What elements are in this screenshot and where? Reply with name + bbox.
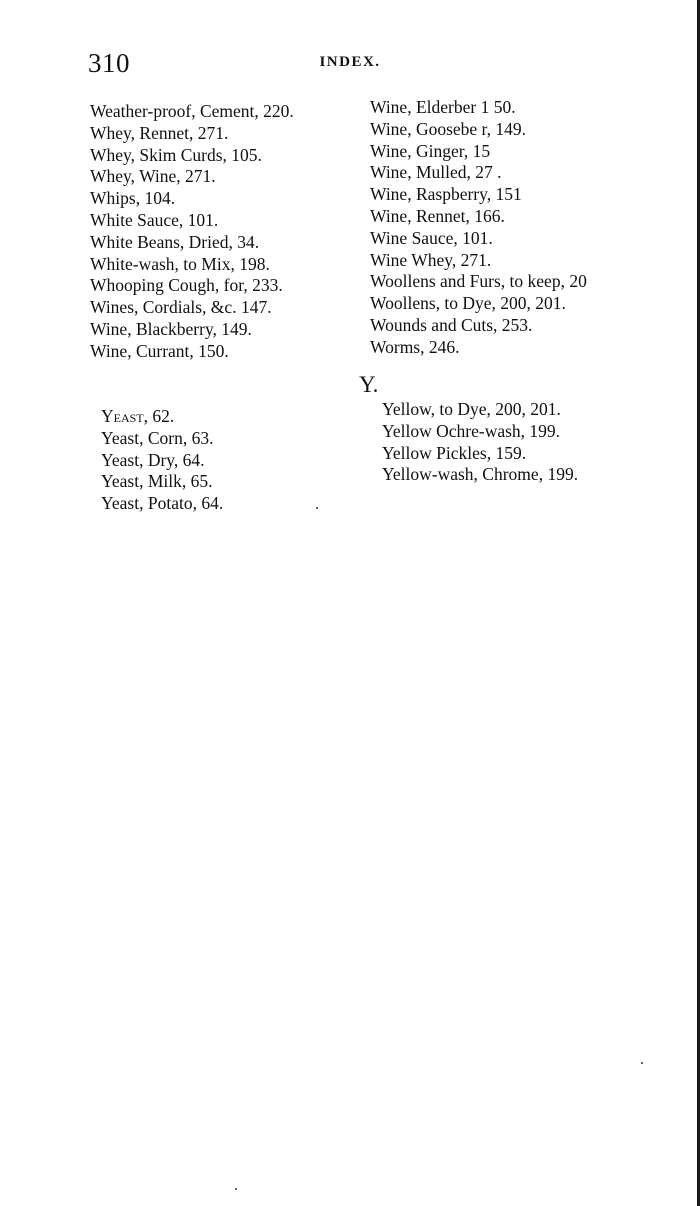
print-speck [235, 1188, 237, 1190]
index-entry: Wine, Blackberry, 149. [90, 318, 252, 339]
print-speck [316, 507, 318, 509]
index-entry: Whips, 104. [90, 188, 176, 209]
index-entry: Yellow-wash, Chrome, 199. [382, 464, 579, 485]
right-column-w-entries [370, 97, 587, 359]
index-entry: Wine, Rennet, 166. [370, 205, 505, 226]
index-entry: Yeast, Potato, 64. [101, 493, 224, 514]
index-entry: White Sauce, 101. [90, 209, 219, 230]
index-entry: Wine Whey, 271. [370, 249, 492, 270]
index-entry: Wounds and Cuts, 253. [370, 314, 533, 335]
index-entry: Wine, Mulled, 27 . [370, 162, 502, 183]
index-entry: Woollens and Furs, to keep, 20 [370, 271, 587, 292]
index-entry: Wine, Goosebe r, 149. [370, 118, 527, 139]
index-entry: Yellow Pickles, 159. [382, 442, 527, 463]
left-column-w-entries [90, 101, 294, 363]
index-entry: Yeast, Dry, 64. [101, 449, 205, 470]
index-entry: Woollens, to Dye, 200, 201. [370, 293, 566, 314]
index-entry: White Beans, Dried, 34. [90, 231, 260, 252]
section-letter-y: Y. [359, 372, 379, 397]
index-entry: Yeast, Milk, 65. [101, 471, 213, 492]
print-speck [641, 1062, 643, 1064]
index-entry: Wine Sauce, 101. [370, 227, 493, 248]
index-entry: Yellow, to Dye, 200, 201. [382, 399, 561, 419]
right-column-y-entries [382, 399, 578, 486]
left-column-yeast-entries [101, 406, 223, 515]
page-number: 310 [88, 48, 130, 78]
index-entry: Weather-proof, Cement, 220. [90, 101, 294, 121]
index-entry: White-wash, to Mix, 198. [90, 253, 270, 274]
index-entry: Wine, Currant, 150. [90, 340, 229, 361]
running-head: INDEX. [319, 54, 381, 70]
index-entry-yeast-heading: Yeast, 62. [101, 406, 175, 426]
index-entry: Wine, Ginger, 15 [370, 140, 491, 161]
index-entry: Whooping Cough, for, 233. [90, 275, 283, 296]
index-entry: Whey, Wine, 271. [90, 166, 216, 187]
index-entry: Wine, Elderber 1 50. [370, 97, 516, 117]
index-entry: Yeast, Corn, 63. [101, 427, 214, 448]
index-entry: Whey, Skim Curds, 105. [90, 144, 262, 165]
index-entry: Wines, Cordials, &c. 147. [90, 297, 272, 318]
index-entry: Whey, Rennet, 271. [90, 122, 229, 143]
index-entry: Yellow Ochre-wash, 199. [382, 420, 561, 441]
index-entry: Wine, Raspberry, 151 [370, 184, 522, 205]
index-entry: Worms, 246. [370, 336, 460, 357]
